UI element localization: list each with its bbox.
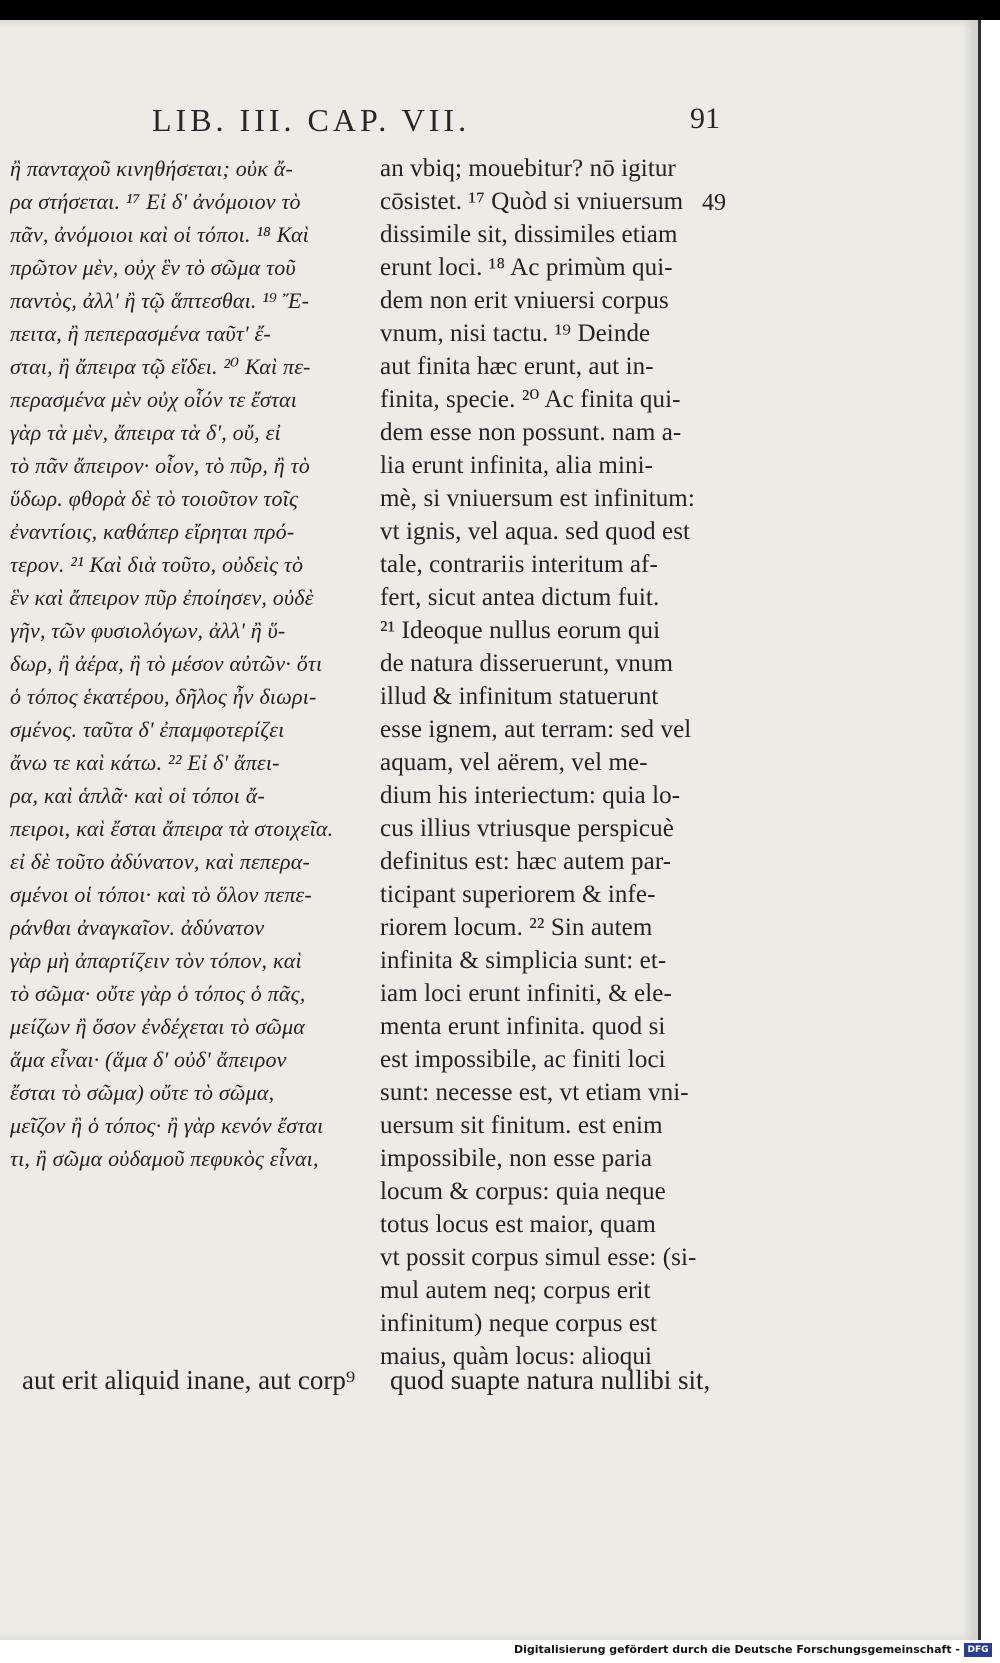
latin-text-line: de natura disseruerunt, vnum bbox=[380, 650, 673, 677]
greek-text-line: πειροι, καὶ ἔσται ἄπειρα τὰ στοιχεῖα. bbox=[10, 816, 334, 841]
latin-text-line: lia erunt infinita, alia mini- bbox=[380, 452, 654, 479]
latin-text-line: infinita & simplicia sunt: et- bbox=[380, 947, 667, 974]
latin-text-line: fert, sicut antea dictum fuit. bbox=[380, 584, 660, 611]
greek-text-line: ἔσται τὸ σῶμα) οὔτε τὸ σῶμα, bbox=[10, 1080, 275, 1105]
latin-text-line: illud & infinitum statuerunt bbox=[380, 683, 659, 710]
greek-text-line: δωρ, ἢ ἀέρα, ἢ τὸ μέσον αὐτῶν· ὅτι bbox=[10, 651, 323, 676]
latin-text-line: vt possit corpus simul esse: (si- bbox=[380, 1244, 697, 1271]
greek-text-line: ἓν καὶ ἄπειρον πῦρ ἐποίησεν, οὐδὲ bbox=[10, 585, 314, 610]
latin-text-line: definitus est: hæc autem par- bbox=[380, 848, 672, 875]
bottom-line-left: aut erit aliquid inane, aut corp⁹ bbox=[22, 1365, 356, 1395]
greek-text-line: τὸ σῶμα· οὔτε γὰρ ὁ τόπος ὁ πᾶς, bbox=[10, 981, 306, 1006]
latin-text-line: mè, si vniuersum est infinitum: bbox=[380, 485, 695, 512]
latin-text-line: riorem locum. ²² Sin autem bbox=[380, 914, 653, 941]
latin-text-line: erunt loci. ¹⁸ Ac primùm qui- bbox=[380, 254, 673, 281]
greek-text-line: γὰρ τὰ μὲν, ἄπειρα τὰ δ', οὔ, εἰ bbox=[10, 420, 281, 445]
latin-text-line: maius, quàm locus: alioqui bbox=[380, 1343, 653, 1370]
running-head: LIB. III. CAP. VII. bbox=[152, 102, 471, 138]
latin-text-line: sunt: necesse est, vt etiam vni- bbox=[380, 1079, 689, 1106]
greek-text-line: σται, ἢ ἄπειρα τῷ εἴδει. ²⁰ Καὶ πε- bbox=[10, 354, 311, 379]
greek-text-line: ἢ πανταχοῦ κινηθήσεται; οὐκ ἄ- bbox=[10, 156, 293, 181]
dfg-logo: DFG bbox=[964, 1643, 992, 1657]
top-scan-border bbox=[0, 0, 1000, 20]
greek-text-line: πειτα, ἢ πεπερασμένα ταῦτ' ἔ- bbox=[10, 321, 271, 346]
greek-text-line: σμένος. ταῦτα δ' ἐπαμφοτερίζει bbox=[10, 717, 285, 742]
latin-text-line: tale, contrariis interitum af- bbox=[380, 551, 658, 578]
latin-text-line: dium his interiectum: quia lo- bbox=[380, 782, 681, 809]
page-number: 91 bbox=[690, 102, 720, 135]
margin-note: 49 bbox=[702, 190, 726, 216]
greek-text-line: ἐναντίοις, καθάπερ εἴρηται πρό- bbox=[10, 519, 295, 544]
latin-text-line: vt ignis, vel aqua. sed quod est bbox=[380, 518, 691, 545]
greek-text-line: γὰρ μὴ ἀπαρτίζειν τὸν τόπον, καὶ bbox=[10, 948, 302, 973]
latin-text-line: ticipant superiorem & infe- bbox=[380, 881, 656, 908]
latin-text-line: infinitum) neque corpus est bbox=[380, 1310, 657, 1337]
greek-text-line: παντὸς, ἀλλ' ἢ τῷ ἅπτεσθαι. ¹⁹ Ἔ- bbox=[10, 288, 310, 313]
latin-text-line: aquam, vel aërem, vel me- bbox=[380, 749, 648, 776]
latin-text-line: an vbiq; mouebitur? nō igitur bbox=[380, 155, 676, 182]
greek-text-line: μεῖζον ἢ ὁ τόπος· ἢ γὰρ κενόν ἔσται bbox=[10, 1113, 324, 1138]
greek-text-line: ὕδωρ. φθορὰ δὲ τὸ τοιοῦτον τοῖς bbox=[10, 486, 299, 511]
greek-text-line: τι, ἢ σῶμα οὐδαμοῦ πεφυκὸς εἶναι, bbox=[10, 1146, 319, 1171]
latin-text-line: cus illius vtriusque perspicuè bbox=[380, 815, 674, 842]
greek-text-line: σμένοι οἱ τόποι· καὶ τὸ ὅλον πεπε- bbox=[10, 882, 312, 907]
greek-text-line: πᾶν, ἀνόμοιοι καὶ οἱ τόποι. ¹⁸ Καὶ bbox=[10, 222, 309, 247]
greek-text-line: εἰ δὲ τοῦτο ἀδύνατον, καὶ πεπερα- bbox=[10, 849, 310, 874]
greek-text-line: ράνθαι ἀναγκαῖον. ἀδύνατον bbox=[10, 915, 265, 940]
latin-text-line: dem non erit vniuersi corpus bbox=[380, 287, 669, 314]
greek-text-line: ἄνω τε καὶ κάτω. ²² Εἰ δ' ἄπει- bbox=[10, 750, 280, 775]
latin-text-line: ²¹ Ideoque nullus eorum qui bbox=[380, 617, 661, 644]
latin-text-column bbox=[380, 152, 740, 1373]
latin-text-line: mul autem neq; corpus erit bbox=[380, 1277, 651, 1304]
greek-text-line: τὸ πᾶν ἄπειρον· οἷον, τὸ πῦρ, ἢ τὸ bbox=[10, 453, 310, 478]
book-page bbox=[0, 20, 981, 1640]
greek-text-line: γῆν, τῶν φυσιολόγων, ἀλλ' ἢ ὕ- bbox=[10, 618, 286, 643]
latin-text-line: cōsistet. ¹⁷ Quòd si vniuersum bbox=[380, 188, 684, 215]
latin-text-line: menta erunt infinita. quod si bbox=[380, 1013, 666, 1040]
greek-text-line: ρα στήσεται. ¹⁷ Εἰ δ' ἀνόμοιον τὸ bbox=[10, 189, 301, 214]
digitization-footer bbox=[0, 1640, 1000, 1663]
latin-text-line: iam loci erunt infiniti, & ele- bbox=[380, 980, 672, 1007]
latin-text-line: esse ignem, aut terram: sed vel bbox=[380, 716, 692, 743]
latin-text-line: dem esse non possunt. nam a- bbox=[380, 419, 682, 446]
latin-text-line: dissimile sit, dissimiles etiam bbox=[380, 221, 678, 248]
greek-text-line: τερον. ²¹ Καὶ διὰ τοῦτο, οὐδεὶς τὸ bbox=[10, 552, 304, 577]
latin-text-line: vnum, nisi tactu. ¹⁹ Deinde bbox=[380, 320, 651, 347]
latin-text-line: totus locus est maior, quam bbox=[380, 1211, 656, 1238]
latin-text-line: est impossibile, ac finiti loci bbox=[380, 1046, 666, 1073]
greek-text-line: ὁ τόπος ἑκατέρου, δῆλος ἦν διωρι- bbox=[10, 684, 317, 709]
latin-text-line: locum & corpus: quia neque bbox=[380, 1178, 666, 1205]
latin-text-line: uersum sit finitum. est enim bbox=[380, 1112, 663, 1139]
greek-text-line: περασμένα μὲν οὐχ οἷόν τε ἔσται bbox=[10, 387, 298, 412]
greek-text-column bbox=[10, 152, 370, 1175]
greek-text-line: ρα, καὶ ἁπλᾶ· καὶ οἱ τόποι ἄ- bbox=[10, 783, 265, 808]
latin-text-line: finita, specie. ²⁰ Ac finita qui- bbox=[380, 386, 681, 413]
latin-text-line: impossibile, non esse paria bbox=[380, 1145, 653, 1172]
footer-credit: Digitalisierung gefördert durch die Deutsche Forschungsgemeinschaft - bbox=[513, 1643, 960, 1656]
latin-text-line: aut finita hæc erunt, aut in- bbox=[380, 353, 654, 380]
greek-text-line: πρῶτον μὲν, οὐχ ἓν τὸ σῶμα τοῦ bbox=[10, 255, 296, 280]
bottom-line-right: quod suapte natura nullibi sit, bbox=[390, 1365, 711, 1395]
greek-text-line: μείζων ἢ ὅσον ἐνδέχεται τὸ σῶμα bbox=[10, 1014, 306, 1039]
greek-text-line: ἅμα εἶναι· (ἅμα δ' οὐδ' ἄπειρον bbox=[10, 1047, 287, 1072]
